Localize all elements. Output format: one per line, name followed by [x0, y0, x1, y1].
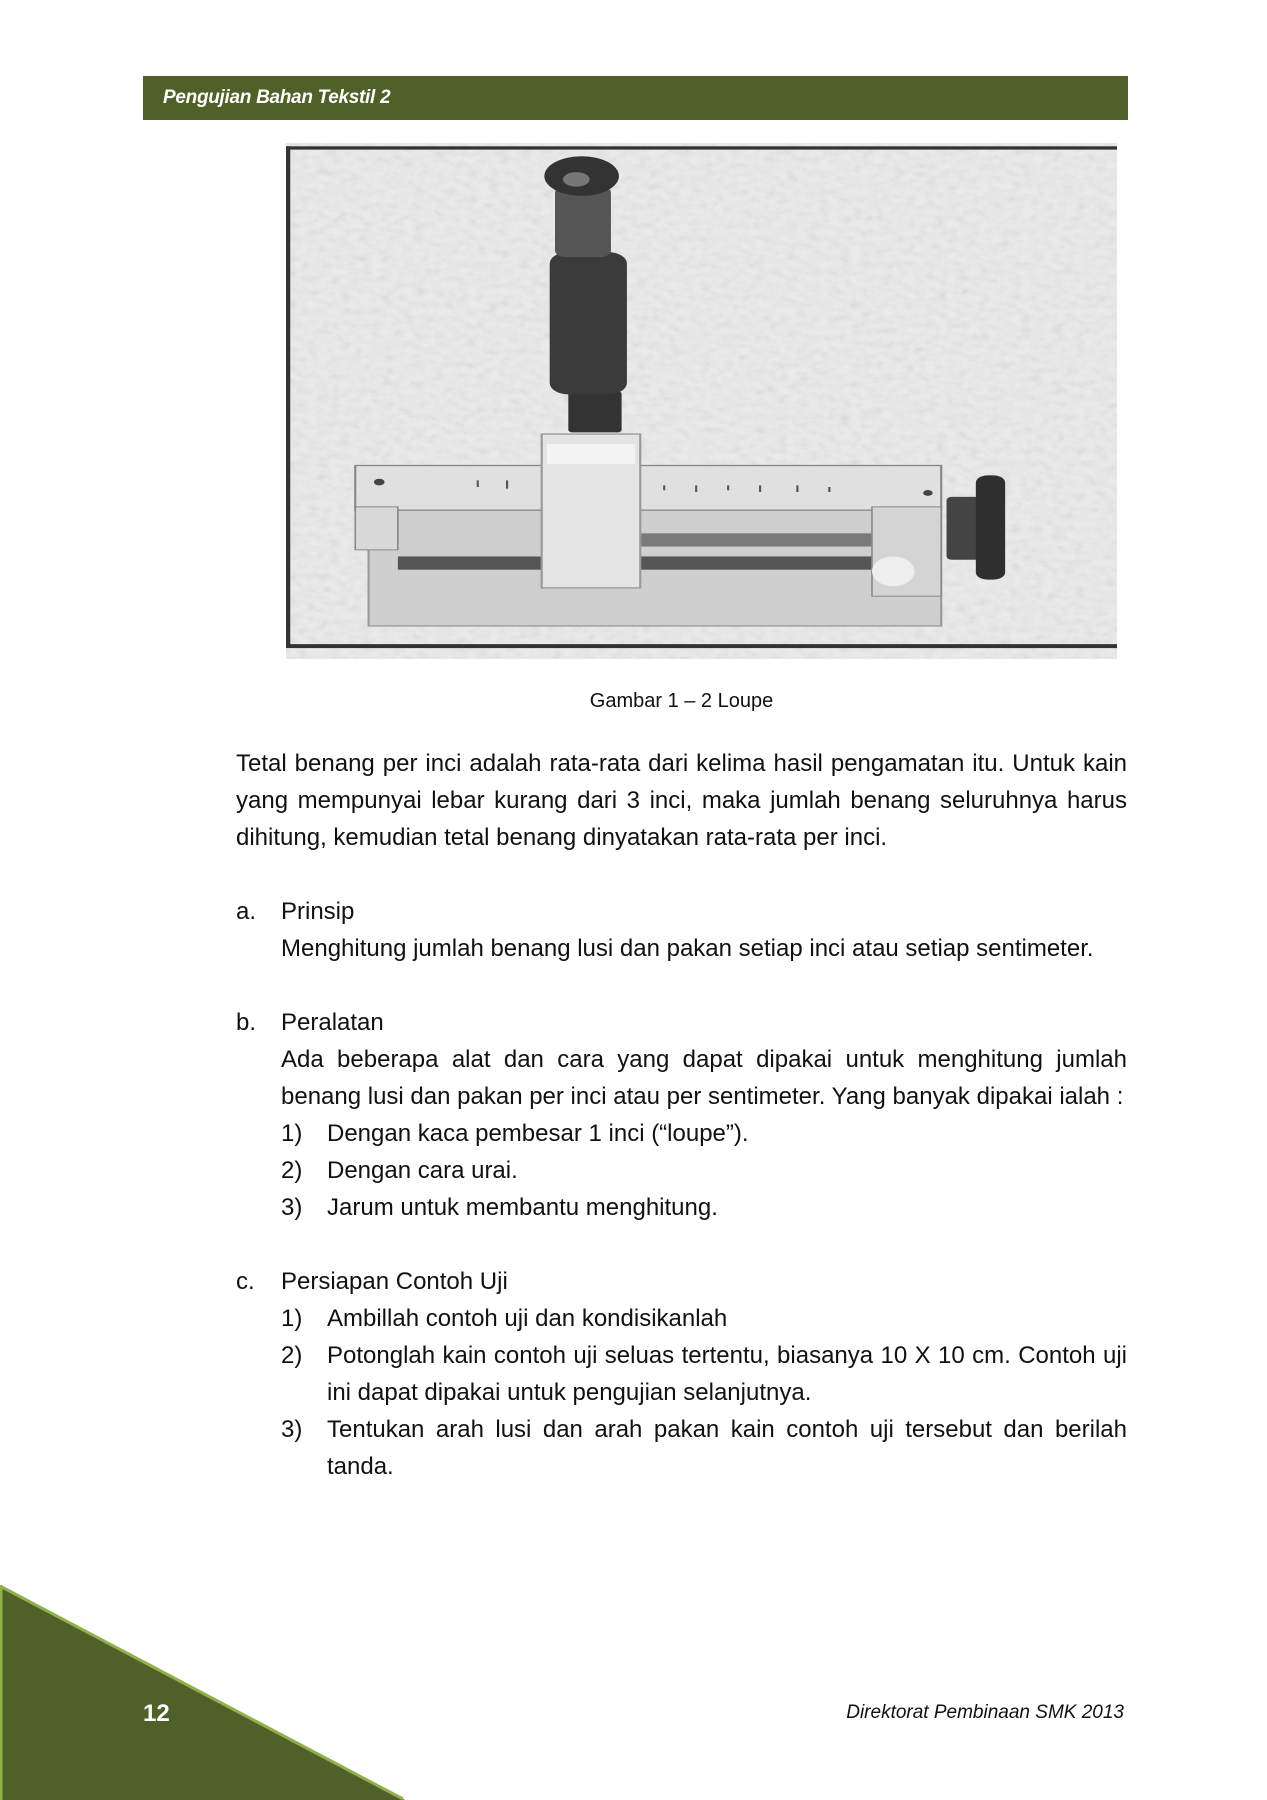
list-item	[281, 1152, 1127, 1189]
loupe-image	[286, 143, 1117, 659]
list-marker: 2)	[281, 1342, 303, 1369]
list-text: Jarum untuk membantu menghitung.	[327, 1194, 718, 1221]
list-marker: 1)	[281, 1305, 303, 1332]
book-title: Pengujian Bahan Tekstil 2	[163, 87, 391, 108]
list-text: Ambillah contoh uji dan kondisikanlah	[327, 1305, 728, 1332]
list-marker: 3)	[281, 1416, 303, 1443]
section-text: Ada beberapa alat dan cara yang dapat dipakai untuk menghitung jumlah benang lusi dan pakan per inci atau per sentimeter. Yang banyak dipakai ialah :	[281, 1046, 1127, 1110]
list-item	[281, 1411, 1127, 1485]
list-marker: 3)	[281, 1194, 303, 1221]
list-text: Potonglah kain contoh uji seluas tertentu, biasanya 10 X 10 cm. Contoh uji ini dapat dipakai untuk pengujian selanjutnya.	[327, 1342, 1127, 1406]
section-title: Prinsip	[281, 898, 355, 925]
section-marker: b.	[236, 1009, 257, 1036]
body-text	[236, 745, 1127, 1485]
figure-caption: Gambar 1 – 2 Loupe	[589, 690, 774, 712]
section-marker: c.	[236, 1268, 255, 1295]
loupe-photo	[286, 143, 1117, 659]
section-prinsip	[236, 893, 1127, 967]
list-text: Tentukan arah lusi dan arah pakan kain contoh uji tersebut dan berilah tanda.	[327, 1416, 1127, 1480]
list-item	[281, 1189, 1127, 1226]
section-marker: a.	[236, 898, 257, 925]
list-item	[281, 1337, 1127, 1411]
section-title: Persiapan Contoh Uji	[281, 1268, 508, 1295]
list-marker: 2)	[281, 1157, 303, 1184]
header-bar	[143, 76, 1128, 120]
page-number: 12	[143, 1700, 170, 1727]
section-title: Peralatan	[281, 1009, 384, 1036]
list-item	[281, 1115, 1127, 1152]
footer-publisher: Direktorat Pembinaan SMK 2013	[846, 1702, 1124, 1723]
section-persiapan	[236, 1263, 1127, 1485]
section-peralatan	[236, 1004, 1127, 1226]
intro-paragraph: Tetal benang per inci adalah rata-rata dari kelima hasil pengamatan itu. Untuk kain yang mempunyai lebar kurang dari 3 inci, maka jumlah benang seluruhnya harus dihitung, kemudian tetal benang dinyatakan rata-rata per inci.	[236, 750, 1127, 851]
section-text: Menghitung jumlah benang lusi dan pakan setiap inci atau setiap sentimeter.	[281, 935, 1094, 962]
list-text: Dengan cara urai.	[327, 1157, 518, 1184]
list-text: Dengan kaca pembesar 1 inci (“loupe”).	[327, 1120, 749, 1147]
list-item	[281, 1300, 1127, 1337]
list-marker: 1)	[281, 1120, 303, 1147]
footer-triangle	[0, 1585, 405, 1800]
